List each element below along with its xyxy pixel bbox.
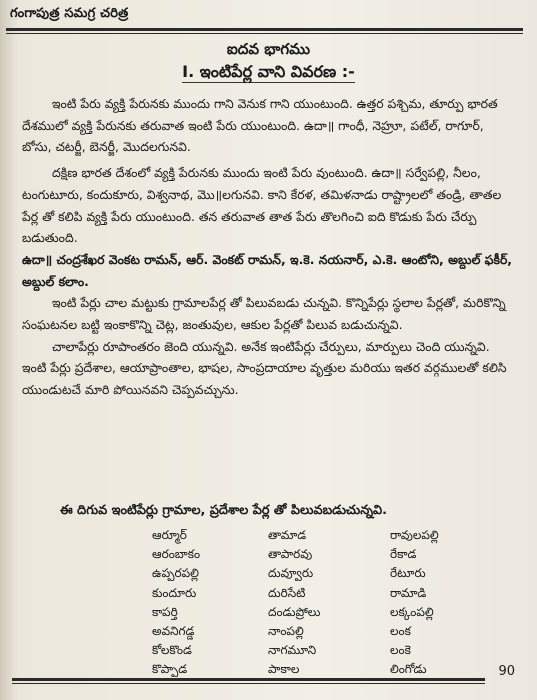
paragraph: ఇంటి పేర్లు చాల మట్టుకు గ్రామాలపేర్ల తో పిలువబడు చున్నవి. కొన్నిపేర్లు స్థలాల పేర్లతో, మరికొన్ని సంఘటనల బట్టి ఇంకాకొన్ని చెట్ల, జంతువుల, ఆకుల పేర్లతో పిలువ బడుచున్నవి. [22, 295, 506, 333]
paragraph: ఇంటి పేరు వ్యక్తి పేరునకు ముందు గాని వెనుక గాని యుంటుంది. ఉత్తర పశ్చిమ, తూర్పు భారత దేశములో వ్యక్తి పేరునకు తరువాత ఇంటి పేరు యుంటుంది. ఉదా॥ గాంధీ, నెహ్రూ, పటేల్, రాగూర్, బోసు, చటర్జీ, బెనర్జీ, మొదలగునవి. [22, 96, 498, 155]
list-item: తామాడ [268, 528, 307, 542]
surname-column-3 [390, 526, 439, 680]
paragraph: చాలాపేర్లు రూపాంతరం జెంది యున్నవి. అనేక ఇంటిపేర్లు చేర్పులు, మార్పులు చెంది యున్నవి. ఇంటి పేర్లు ప్రదేశాల, ఆయాప్రాంతాల, భాషల, సాంప్రదాయాల వృత్తుల మరియు ఇతర వర్గములతో కలిసి యుండుటచే మారి పోయినవని చెప్పవచ్చును. [22, 338, 507, 398]
list-item: లంకె [390, 643, 411, 658]
list-item: తాపారవు [268, 547, 313, 562]
paragraph: దక్షిణ భారత దేశంలో వ్యక్తి పేరునకు ముందు ఇంటి పేరు వుంటుంది. ఉదా॥ సర్వేపల్లి, నీలం, టంగుటూరు, కందుకూరు, విశ్వనాథ, మొ॥లగునవి. కాని కేరళ, తమిళనాడు రాష్ట్రాలలో తండ్రి, తాతల పేర్ల తో కలిపి వ్యక్తి పేరు యుంటుంది. తన తరువాత తాత పేరు తొలగించి ఐది కొడుకు పేరు చేర్పు బడుతుంది. [22, 165, 502, 246]
list-item: ఆర్మూర్ [152, 528, 187, 542]
list-item: కోలకొండ [152, 643, 192, 658]
list-item: దువ్వూరు [268, 566, 314, 581]
list-title: ఈ దిగువ ఇంటిపేర్లు గ్రామాల, ప్రదేశాల పేర్ల తో పిలువబడుచున్నవి. [60, 503, 387, 518]
footer-rule [12, 678, 485, 681]
body-text [22, 93, 517, 401]
list-item: కుందూరు [152, 585, 197, 600]
list-item: ఆరంబాకం [152, 547, 201, 562]
list-item: లక్కంపల్లి [390, 604, 434, 619]
list-item: రేకాడ [390, 547, 417, 562]
chapter-title: ఐదవ భాగము [226, 40, 311, 58]
list-item: రావులపల్లి [390, 528, 439, 542]
footer-rule-thin [12, 683, 485, 684]
list-item: లింగోడు [390, 662, 427, 677]
list-item: కొప్పాడ [152, 662, 188, 677]
list-item: కాపర్తి [152, 604, 178, 619]
example-paragraph: ఉదా॥ చంద్రశేఖర వెంకట రామన్, ఆర్. వెంకట్ రామన్, ఇ.కె. నయనార్, ఎ.కె. ఆంటోని, అబ్దుల్ ఫకీర్, అబ్దుల్ కలాం. [22, 251, 513, 289]
page-number: 90 [498, 664, 515, 679]
list-item: నాగమూని [268, 643, 317, 658]
list-item: దండుప్రోలు [268, 604, 321, 619]
list-item: దురిసేటి [268, 585, 306, 600]
section-title-text: I. ఇంటిపేర్ల వాని వివరణ :- [182, 62, 355, 81]
list-item: రేటూరు [390, 566, 426, 581]
header-rule [6, 28, 523, 31]
list-item: లంక [390, 624, 411, 639]
section-title [0, 62, 537, 85]
list-item: రామాడి [390, 585, 427, 600]
running-head: గంగాపుత్ర సమగ్ర చరిత్ర [10, 6, 129, 21]
surname-column-1 [152, 526, 200, 680]
list-item: అవనిగడ్డ [152, 624, 195, 639]
list-item: నాంపల్లి [268, 624, 304, 639]
header-rule-thin [6, 33, 523, 34]
surname-column-2 [268, 526, 320, 680]
list-item: ఉప్పరపల్లి [152, 566, 199, 581]
list-item: పాకాల [268, 662, 300, 677]
